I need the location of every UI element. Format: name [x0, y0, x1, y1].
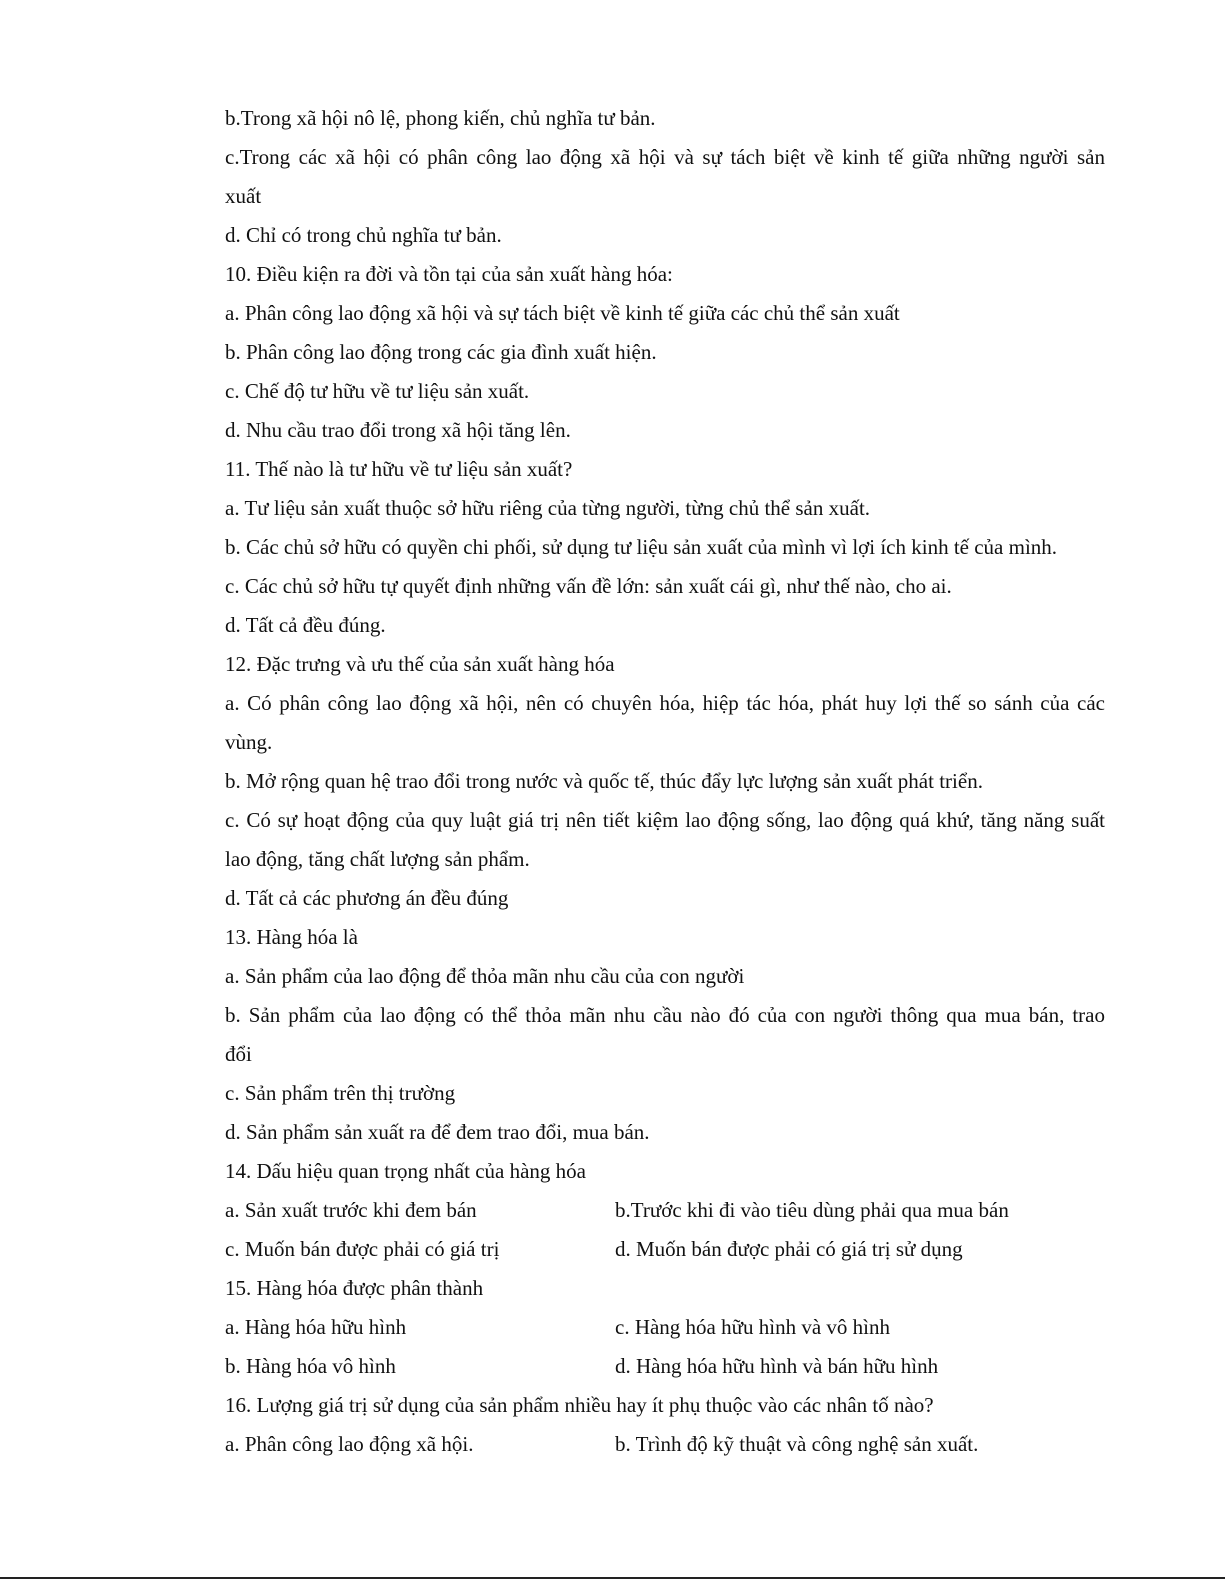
q15-options-row-1: [225, 1308, 1105, 1347]
q13-option-c: c. Sản phẩm trên thị trường: [225, 1081, 456, 1105]
document-page: [225, 99, 1105, 1464]
q10-option-d: d. Nhu cầu trao đổi trong xã hội tăng lên.: [225, 418, 571, 442]
question-12: 12. Đặc trưng và ưu thế của sản xuất hàng hóa: [225, 652, 615, 676]
q9-option-c-continued: xuất: [225, 184, 262, 208]
q14-options-row-2: [225, 1230, 1105, 1269]
q11-option-a: a. Tư liệu sản xuất thuộc sở hữu riêng của từng người, từng chủ thể sản xuất.: [225, 496, 871, 520]
q12-option-c: c. Có sự hoạt động của quy luật giá trị nên tiết kiệm lao động sống, lao động quá khứ, tăng năng suất: [225, 808, 1105, 832]
page-bottom-rule: [0, 1577, 1225, 1579]
q14-options-row-1: [225, 1191, 1105, 1230]
q14-option-b: b.Trước khi đi vào tiêu dùng phải qua mua bán: [615, 1198, 1009, 1222]
question-10: 10. Điều kiện ra đời và tồn tại của sản xuất hàng hóa:: [225, 262, 673, 286]
q14-option-a: a. Sản xuất trước khi đem bán: [225, 1198, 477, 1222]
q12-option-a-continued: vùng.: [225, 730, 273, 754]
q16-option-b: b. Trình độ kỹ thuật và công nghệ sản xuất.: [615, 1432, 979, 1456]
q13-option-d: d. Sản phẩm sản xuất ra để đem trao đổi, mua bán.: [225, 1120, 650, 1144]
q16-options-row-1: [225, 1425, 1105, 1464]
q16-option-a: a. Phân công lao động xã hội.: [225, 1432, 474, 1456]
q15-options-row-2: [225, 1347, 1105, 1386]
q13-option-b: b. Sản phẩm của lao động có thể thỏa mãn nhu cầu nào đó của con người thông qua mua bán, trao: [225, 1003, 1105, 1027]
question-11: 11. Thế nào là tư hữu về tư liệu sản xuất?: [225, 457, 573, 481]
q11-option-d: d. Tất cả đều đúng.: [225, 613, 386, 637]
q12-option-a: a. Có phân công lao động xã hội, nên có chuyên hóa, hiệp tác hóa, phát huy lợi thế so sánh của các: [225, 691, 1105, 715]
q12-option-c-continued: lao động, tăng chất lượng sản phẩm.: [225, 847, 530, 871]
q12-option-b: b. Mở rộng quan hệ trao đổi trong nước và quốc tế, thúc đẩy lực lượng sản xuất phát triển.: [225, 769, 983, 793]
q15-option-c: c. Hàng hóa hữu hình và vô hình: [615, 1315, 890, 1339]
q10-option-b: b. Phân công lao động trong các gia đình xuất hiện.: [225, 340, 657, 364]
question-14: 14. Dấu hiệu quan trọng nhất của hàng hóa: [225, 1159, 586, 1183]
q12-option-d: d. Tất cả các phương án đều đúng: [225, 886, 509, 910]
question-15: 15. Hàng hóa được phân thành: [225, 1276, 484, 1300]
q10-option-c: c. Chế độ tư hữu về tư liệu sản xuất.: [225, 379, 530, 403]
q13-option-b-continued: đổi: [225, 1042, 252, 1066]
q9-option-d: d. Chỉ có trong chủ nghĩa tư bản.: [225, 223, 502, 247]
q9-option-b: b.Trong xã hội nô lệ, phong kiến, chủ nghĩa tư bản.: [225, 106, 656, 130]
q14-option-d: d. Muốn bán được phải có giá trị sử dụng: [615, 1237, 963, 1261]
q10-option-a: a. Phân công lao động xã hội và sự tách biệt về kinh tế giữa các chủ thể sản xuất: [225, 301, 900, 325]
q11-option-c: c. Các chủ sở hữu tự quyết định những vấn đề lớn: sản xuất cái gì, như thế nào, cho ai.: [225, 574, 952, 598]
q14-option-c: c. Muốn bán được phải có giá trị: [225, 1237, 500, 1261]
q9-option-c: c.Trong các xã hội có phân công lao động xã hội và sự tách biệt về kinh tế giữa những người sản: [225, 145, 1105, 169]
q15-option-b: b. Hàng hóa vô hình: [225, 1354, 396, 1378]
q15-option-a: a. Hàng hóa hữu hình: [225, 1315, 407, 1339]
question-13: 13. Hàng hóa là: [225, 925, 358, 949]
q11-option-b: b. Các chủ sở hữu có quyền chi phối, sử dụng tư liệu sản xuất của mình vì lợi ích kinh tế của mình.: [225, 535, 1058, 559]
q15-option-d: d. Hàng hóa hữu hình và bán hữu hình: [615, 1354, 939, 1378]
question-16: 16. Lượng giá trị sử dụng của sản phẩm nhiều hay ít phụ thuộc vào các nhân tố nào?: [225, 1393, 934, 1417]
q13-option-a: a. Sản phẩm của lao động để thỏa mãn nhu cầu của con người: [225, 964, 745, 988]
